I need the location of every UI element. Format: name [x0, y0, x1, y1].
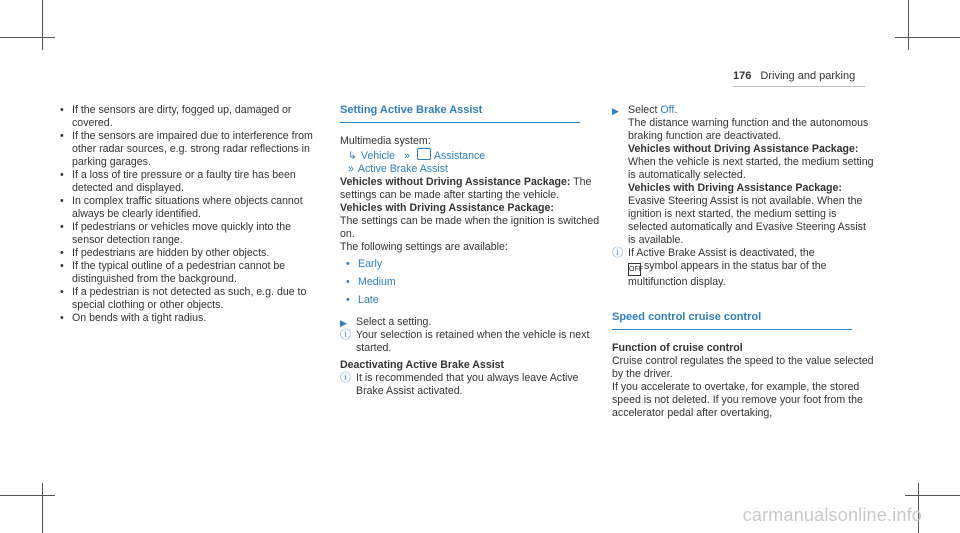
menu-assistance: Assistance: [433, 150, 486, 162]
function-text: Cruise control regulates the speed to the value selected by the driver.: [612, 355, 874, 380]
note: [340, 372, 602, 398]
list-item: • In complex traffic situations where objects cannot always be clearly identified.: [60, 195, 322, 221]
step-prefix: Select: [628, 104, 661, 116]
note: [340, 329, 602, 355]
function-title: Function of cruise control: [612, 342, 743, 354]
list-item: • If the sensors are impaired due to interference from other radar sources, e.g. strong radar reflections in parking garages.: [60, 130, 322, 169]
watermark: carmanualsonline.info: [742, 505, 922, 525]
page-number: 176: [733, 70, 752, 82]
chapter-title: Driving and parking: [760, 70, 856, 82]
section-title: Speed control cruise control: [612, 311, 852, 330]
list-item: • If pedestrians are hidden by other objects.: [60, 247, 322, 260]
following-label: The following settings are available:: [340, 241, 508, 253]
return-arrow-icon: ↳: [348, 150, 357, 162]
option-off: Off: [660, 104, 675, 116]
function-text-2: If you accelerate to overtake, for example, the stored speed is not deleted. If you remove your foot from the accelerator pedal after overtaking,: [612, 381, 863, 419]
note-icon: ⓘ: [340, 372, 351, 384]
option-early: • Early: [346, 258, 602, 271]
menu-vehicle: Vehicle: [360, 150, 396, 162]
step-text: Select a setting.: [356, 316, 432, 328]
page-header: [733, 70, 855, 82]
step: [612, 104, 874, 247]
note-text: It is recommended that you always leave Active Brake Assist activated.: [356, 372, 579, 397]
list-item: • If a loss of tire pressure or a faulty tire has been detected and displayed.: [60, 169, 322, 195]
vehicles-without-text: When the vehicle is next started, the medium setting is automatically selected.: [628, 156, 874, 181]
list-item: • If a pedestrian is not detected as such, e.g. due to special clothing or other objects.: [60, 286, 322, 312]
list-item: • If the sensors are dirty, fogged up, damaged or covered.: [60, 104, 322, 130]
note-icon: ⓘ: [340, 329, 351, 341]
car-icon: [417, 148, 431, 160]
brake-assist-off-icon: OFF: [628, 263, 641, 276]
note-text-2: symbol appears in the status bar of the multifunction display.: [628, 260, 827, 288]
menu-active-brake-assist: Active Brake Assist: [357, 163, 448, 175]
multimedia-label: Multimedia system:: [340, 135, 431, 147]
vehicles-without-title: Vehicles without Driving Assistance Package:: [340, 176, 571, 188]
column-left: [60, 104, 322, 325]
crop-mark: [905, 495, 960, 496]
chevron-icon: »: [404, 150, 410, 162]
step: [340, 316, 602, 329]
crop-mark: [42, 0, 43, 50]
limitation-list: [60, 104, 322, 325]
crop-mark: [908, 0, 909, 50]
step-suffix: .: [674, 104, 678, 116]
list-item: • On bends with a tight radius.: [60, 312, 322, 325]
crop-mark: [0, 37, 55, 38]
vehicles-with-title: Vehicles with Driving Assistance Package:: [340, 202, 554, 214]
note-text: Your selection is retained when the vehicle is next started.: [356, 329, 590, 354]
crop-mark: [0, 495, 55, 496]
crop-mark: [42, 483, 43, 533]
option-medium: • Medium: [346, 276, 602, 289]
vehicles-with-text: Evasive Steering Assist is not available. When the ignition is next started, the medium setting is selected automatically and Evasive Steering Assist is available.: [628, 195, 866, 246]
vehicles-without-title: Vehicles without Driving Assistance Package:: [628, 143, 859, 155]
step-text: The distance warning function and the autonomous braking function are deactivated.: [628, 117, 869, 142]
list-item: • If the typical outline of a pedestrian cannot be distinguished from the background.: [60, 260, 322, 286]
section-title: Setting Active Brake Assist: [340, 104, 580, 123]
menu-path: [340, 148, 602, 163]
vehicles-with-title: Vehicles with Driving Assistance Package:: [628, 182, 842, 194]
menu-path-2: [340, 163, 602, 176]
note-text: If Active Brake Assist is deactivated, the: [628, 247, 815, 259]
column-middle: [340, 104, 602, 398]
chevron-icon: »: [348, 163, 354, 175]
vehicles-with-text: The settings can be made when the ignition is switched on.: [340, 215, 600, 240]
crop-mark: [895, 37, 960, 38]
note: [612, 247, 874, 289]
step-arrow-icon: ▶: [340, 318, 347, 328]
header-rule: [733, 86, 865, 87]
vehicles-without-text: The settings can be made after starting the vehicle.: [340, 176, 592, 201]
list-item: • If pedestrians or vehicles move quickly into the sensor detection range.: [60, 221, 322, 247]
step-arrow-icon: ▶: [612, 106, 619, 116]
option-late: • Late: [346, 294, 602, 307]
deactivating-title: Deactivating Active Brake Assist: [340, 359, 505, 371]
column-right: [612, 104, 874, 420]
note-icon: ⓘ: [612, 247, 623, 259]
settings-options: [340, 258, 602, 307]
